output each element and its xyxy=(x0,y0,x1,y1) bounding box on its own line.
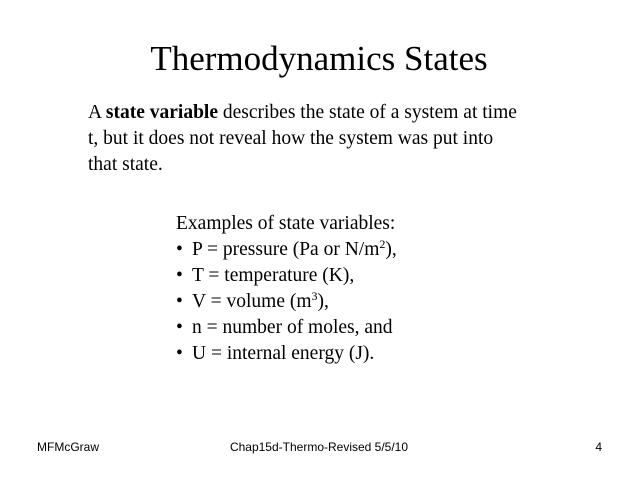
slide-title: Thermodynamics States xyxy=(150,39,488,78)
footer-author: MFMcGraw xyxy=(37,440,99,454)
bullet-icon: • xyxy=(176,265,183,286)
list-item xyxy=(176,263,596,289)
list-item xyxy=(176,341,596,367)
superscript: 3 xyxy=(311,289,318,303)
examples-list xyxy=(176,237,596,367)
list-item xyxy=(176,289,596,315)
intro-line-1 xyxy=(88,100,588,126)
bullet-icon: • xyxy=(176,343,183,364)
list-item-text: V = volume $(m^3)$, xyxy=(192,289,329,312)
superscript: 2 xyxy=(379,237,386,251)
list-item xyxy=(176,237,596,263)
intro-line-2: t, but it does not reveal how the system was put into xyxy=(88,128,494,149)
examples-block xyxy=(176,211,596,367)
intro-prefix: A xyxy=(88,102,106,123)
list-item-text: U = internal energy (J). xyxy=(192,343,375,364)
list-item-text: T = temperature (K), xyxy=(192,265,355,286)
bullet-icon: • xyxy=(176,317,183,338)
state-variable-term: state variable xyxy=(105,102,218,123)
intro-rest: describes the state of a system at time xyxy=(218,102,517,123)
bullet-icon: • xyxy=(176,239,183,260)
bullet-icon: • xyxy=(176,291,183,312)
list-item xyxy=(176,315,596,341)
list-item-text: P = pressure (Pa or $N/m^2$), xyxy=(192,237,397,260)
footer-chapter: Chap15d-Thermo-Revised 5/5/10 xyxy=(229,440,409,454)
intro-paragraph xyxy=(88,100,588,178)
intro-line-3: that state. xyxy=(88,154,163,175)
slide-number: 4 xyxy=(595,440,602,454)
examples-heading: Examples of state variables: xyxy=(176,213,396,234)
list-item-text: n = number of moles, and xyxy=(192,317,393,338)
